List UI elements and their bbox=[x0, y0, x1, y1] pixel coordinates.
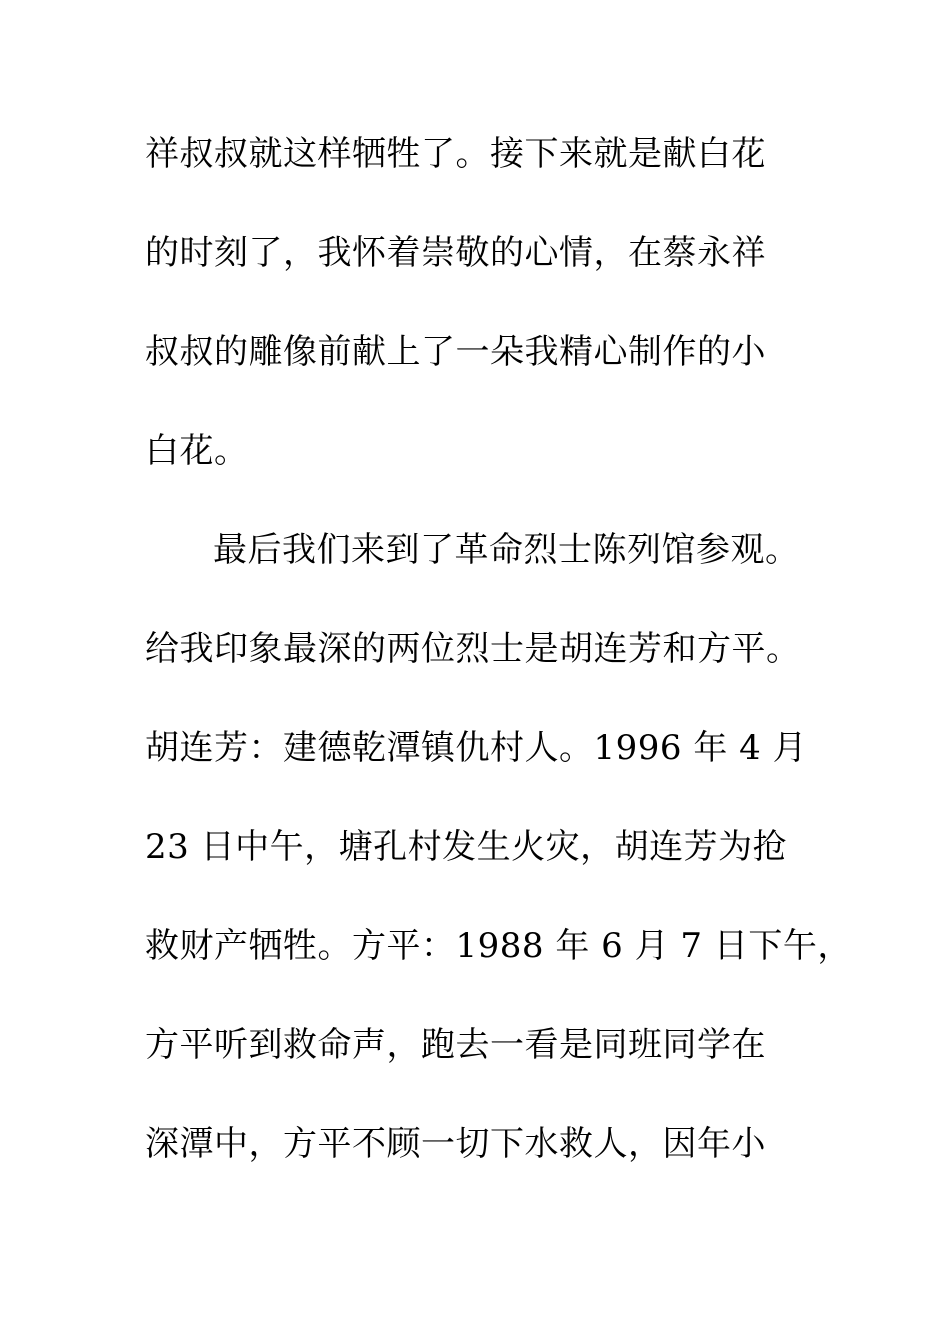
text-line-1: 祥叔叔就这样牺牲了。接下来就是献白花 bbox=[145, 134, 766, 174]
text-line-6: 给我印象最深的两位烈士是胡连芳和方平。 bbox=[145, 629, 801, 669]
text-line-4: 白花。 bbox=[145, 431, 249, 471]
text-line-2: 的时刻了，我怀着崇敬的心情，在蔡永祥 bbox=[145, 233, 766, 273]
text-line-3: 叔叔的雕像前献上了一朵我精心制作的小 bbox=[145, 332, 766, 372]
text-line-8: 23 日中午，塘孔村发生火灾，胡连芳为抢 bbox=[145, 827, 788, 867]
text-line-10: 方平听到救命声，跑去一看是同班同学在 bbox=[145, 1025, 766, 1065]
text-line-7: 胡连芳：建德乾潭镇仇村人。1996 年 4 月 bbox=[145, 728, 808, 768]
text-line-11: 深潭中，方平不顾一切下水救人，因年小 bbox=[145, 1124, 766, 1164]
text-line-9: 救财产牺牲。方平：1988 年 6 月 7 日下午， bbox=[145, 926, 852, 966]
text-line-5: 最后我们来到了革命烈士陈列馆参观。 bbox=[213, 530, 800, 570]
